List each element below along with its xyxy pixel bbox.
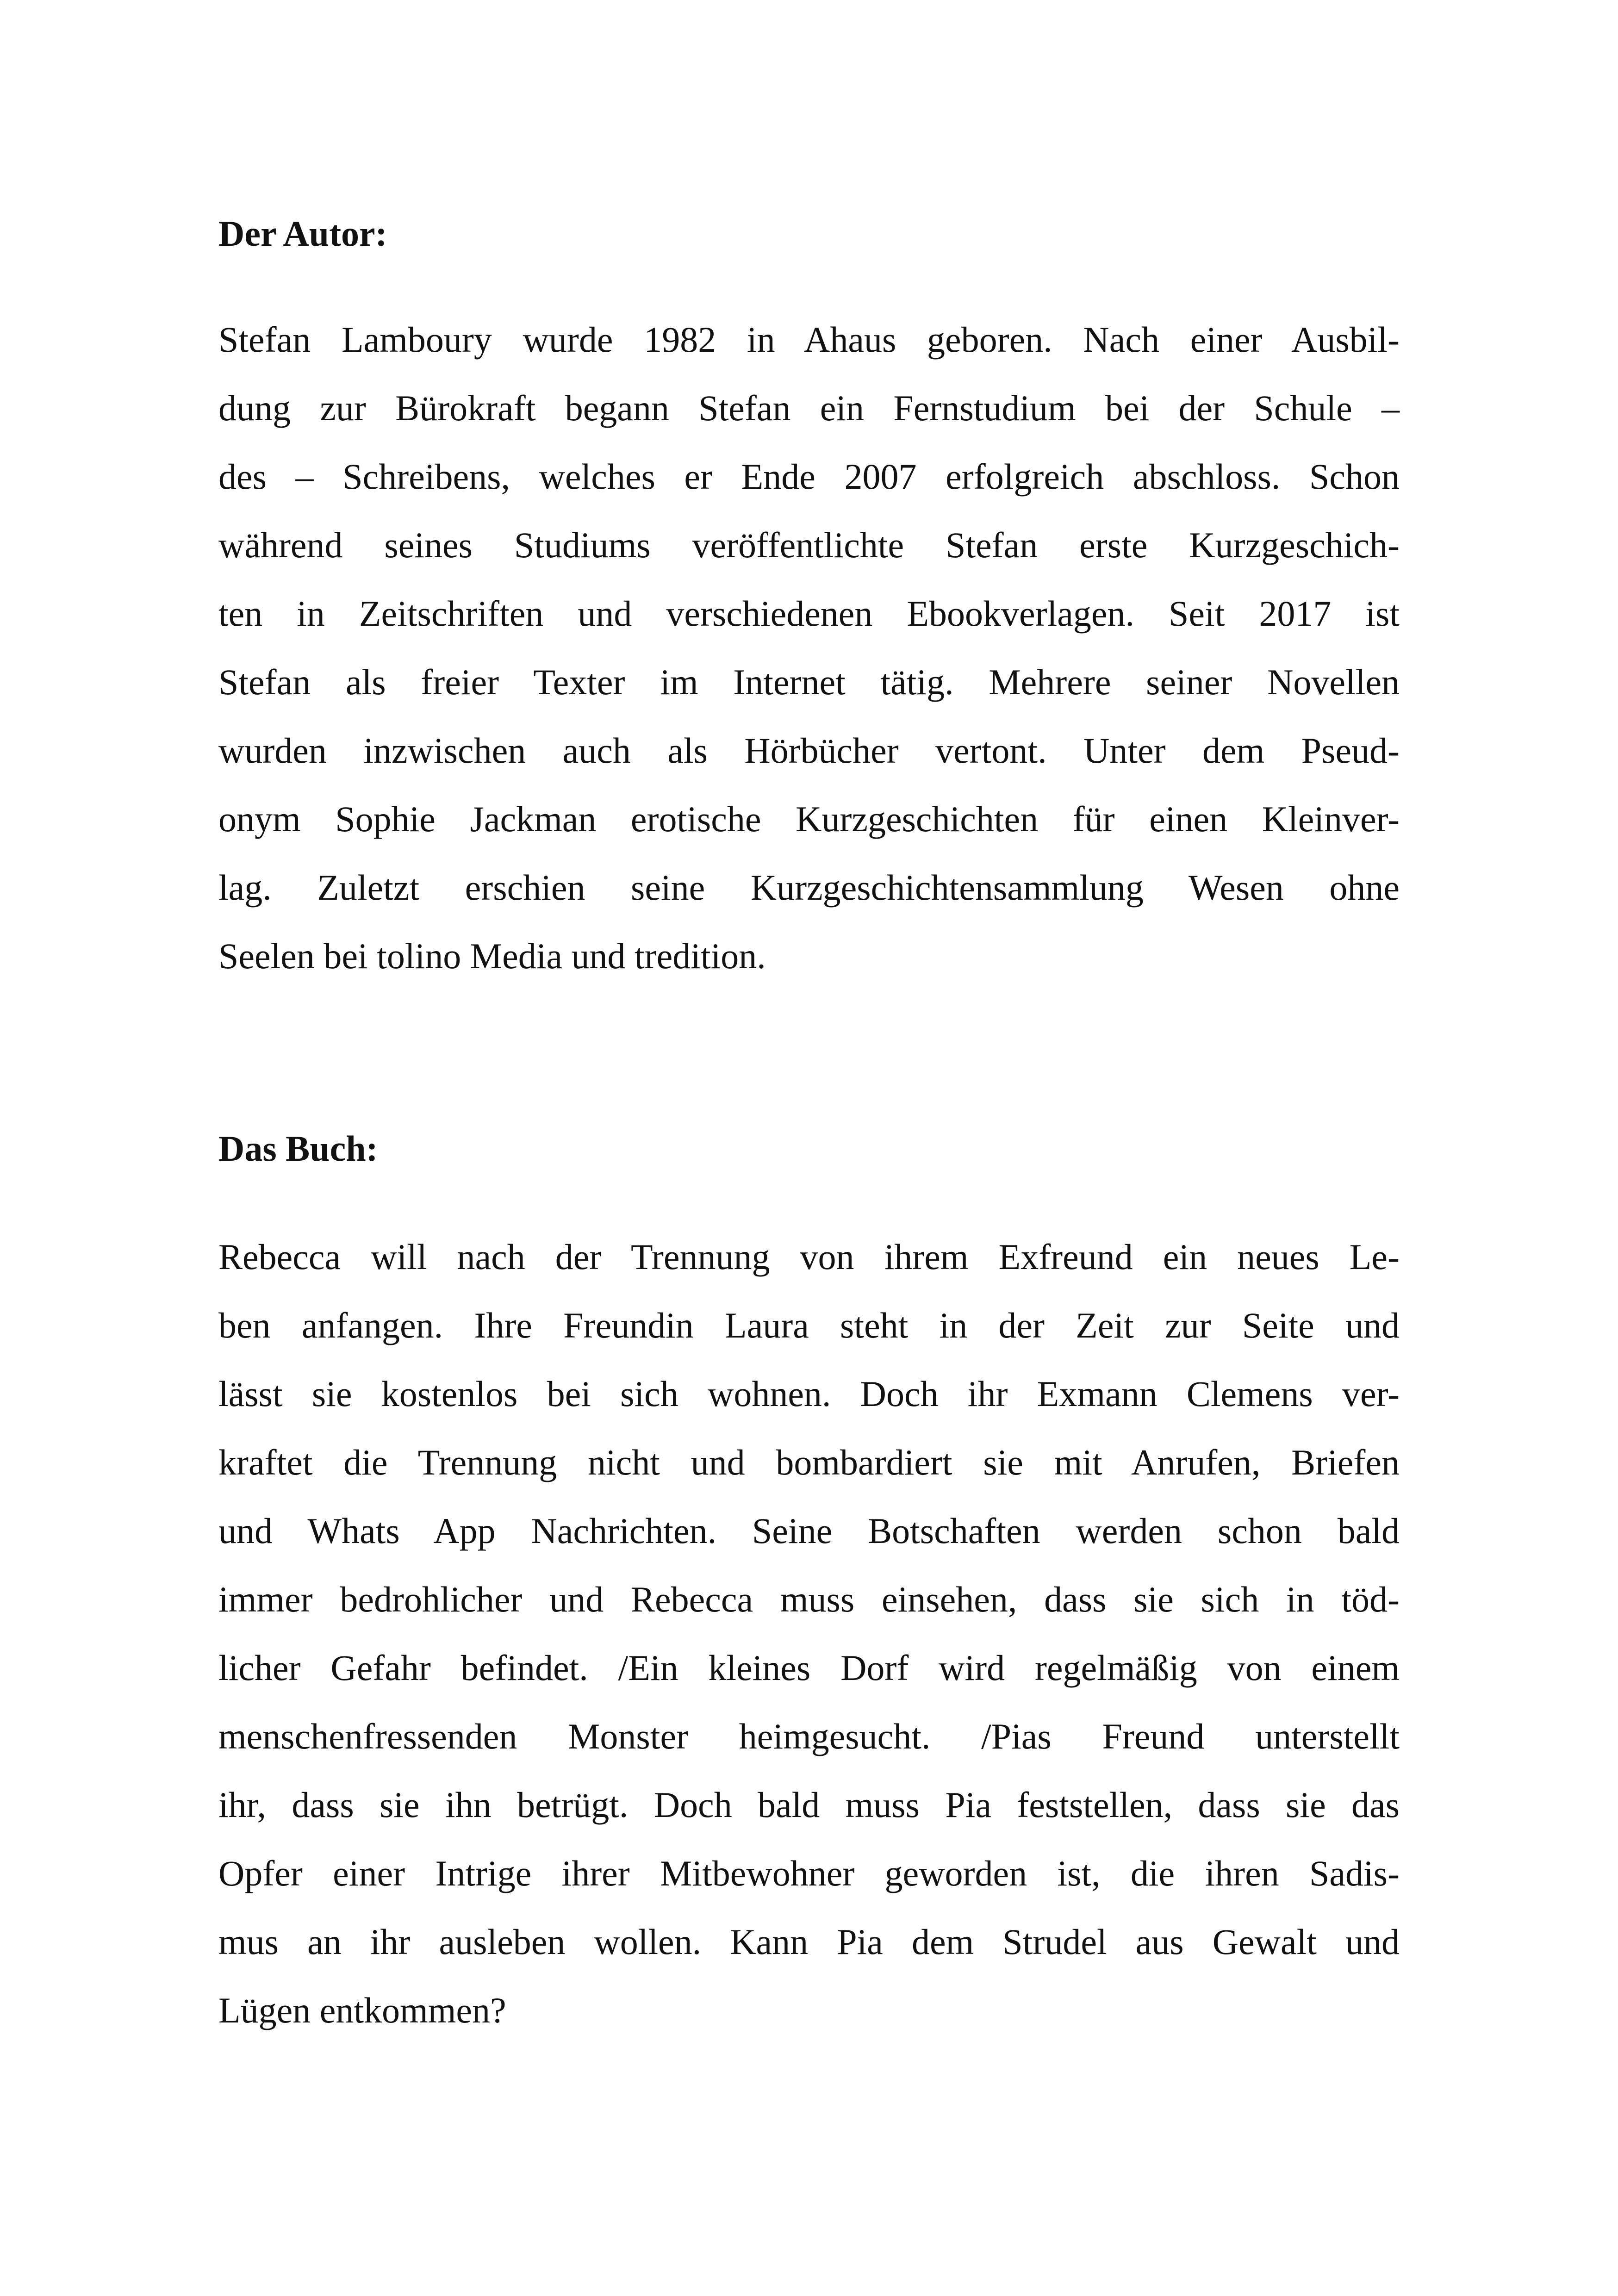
text-line: ten in Zeitschriften und verschiedenen Ebookverlagen. Seit 2017 ist — [218, 593, 1400, 634]
document-page — [218, 0, 1400, 2296]
text-line: licher Gefahr befindet. /Ein kleines Dorf wird regelmäßig von einem — [218, 1648, 1400, 1688]
text-line: Stefan Lamboury wurde 1982 in Ahaus geboren. Nach einer Ausbil- — [218, 319, 1400, 360]
text-line: menschenfressenden Monster heimgesucht. /Pias Freund unterstellt — [218, 1716, 1400, 1756]
text-line: Lügen entkommen? — [218, 1990, 506, 2030]
text-line: Rebecca will nach der Trennung von ihrem Exfreund ein neues Le- — [218, 1237, 1400, 1277]
text-line: des – Schreibens, welches er Ende 2007 erfolgreich abschloss. Schon — [218, 456, 1400, 497]
text-line: Opfer einer Intrige ihrer Mitbewohner geworden ist, die ihren Sadis- — [218, 1853, 1400, 1893]
text-line: ben anfangen. Ihre Freundin Laura steht in der Zeit zur Seite und — [218, 1305, 1400, 1345]
text-line: wurden inzwischen auch als Hörbücher vertont. Unter dem Pseud- — [218, 730, 1400, 771]
text-line: lag. Zuletzt erschien seine Kurzgeschichtensammlung Wesen ohne — [218, 867, 1400, 908]
text-line: ihr, dass sie ihn betrügt. Doch bald muss Pia feststellen, dass sie das — [218, 1785, 1400, 1825]
author-heading: Der Autor: — [218, 213, 387, 254]
book-heading: Das Buch: — [218, 1128, 378, 1169]
text-line: Seelen bei tolino Media und tredition. — [218, 936, 766, 976]
author-paragraph — [218, 305, 1400, 990]
text-line: immer bedrohlicher und Rebecca muss einsehen, dass sie sich in töd- — [218, 1579, 1400, 1619]
text-line: dung zur Bürokraft begann Stefan ein Fernstudium bei der Schule – — [218, 388, 1400, 428]
text-line: onym Sophie Jackman erotische Kurzgeschichten für einen Kleinver- — [218, 799, 1400, 839]
text-line: mus an ihr ausleben wollen. Kann Pia dem Strudel aus Gewalt und — [218, 1922, 1400, 1962]
book-paragraph — [218, 1223, 1400, 2045]
text-line: lässt sie kostenlos bei sich wohnen. Doch ihr Exmann Clemens ver- — [218, 1374, 1400, 1414]
text-line: kraftet die Trennung nicht und bombardiert sie mit Anrufen, Briefen — [218, 1442, 1400, 1482]
text-line: während seines Studiums veröffentlichte Stefan erste Kurzgeschich- — [218, 525, 1400, 565]
text-line: und Whats App Nachrichten. Seine Botschaften werden schon bald — [218, 1511, 1400, 1551]
text-line: Stefan als freier Texter im Internet tätig. Mehrere seiner Novellen — [218, 662, 1400, 702]
